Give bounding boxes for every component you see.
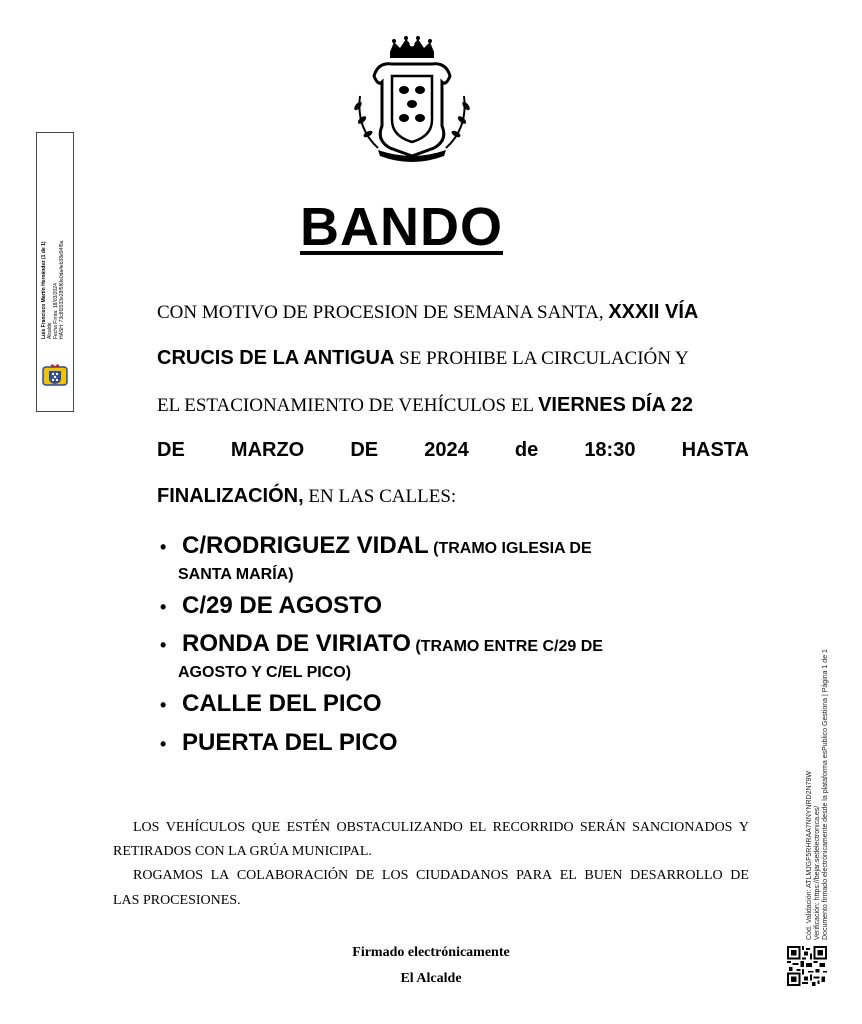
notice-word: LOS xyxy=(133,820,160,835)
stamp-signer: Luis Francisco Martín Hernández (1 de 1) xyxy=(41,241,47,339)
list-item xyxy=(160,532,592,560)
intro-line-3 xyxy=(157,393,749,418)
notice-line xyxy=(133,868,749,884)
qr-code-icon xyxy=(787,946,827,986)
list-item xyxy=(160,729,398,757)
notice-word: DE xyxy=(355,868,375,883)
intro-bold: FINALIZACIÓN, xyxy=(157,485,304,507)
intro-line-4 xyxy=(157,438,749,462)
street-name: PUERTA DEL PICO xyxy=(182,729,398,756)
stamp-hash: HASH: 73c8f2033e28f5f6fe0da4eb38e94f9a xyxy=(59,240,65,339)
intro-bold: VIERNES DÍA 22 xyxy=(538,394,693,416)
bullet-icon: • xyxy=(160,597,167,617)
list-item xyxy=(160,690,382,718)
validation-code: Cód. Validación: ATLMJGF5RHRAA7NNYNRD2N79W xyxy=(806,771,813,940)
intro-text: CON MOTIVO DE PROCESION DE SEMANA SANTA, xyxy=(157,302,604,323)
notice-word: VEHÍCULOS xyxy=(165,820,246,835)
intro-text: EL ESTACIONAMIENTO DE VEHÍCULOS EL xyxy=(157,395,534,416)
page-title: BANDO xyxy=(300,197,503,257)
signer-title: El Alcalde xyxy=(400,971,462,986)
intro-bold: XXXII VÍA xyxy=(608,301,699,323)
signature-stamp xyxy=(36,132,74,412)
notice-line: LAS PROCESIONES. xyxy=(113,893,241,908)
signature-line: Firmado electrónicamente xyxy=(352,945,510,960)
bullet-icon: • xyxy=(160,635,167,655)
street-name: C/29 DE AGOSTO xyxy=(182,592,383,619)
validation-url: Verificación: https://bejar.sedelectronica.es/ xyxy=(814,805,821,940)
notice-word: QUE xyxy=(251,820,281,835)
notice-word: EL xyxy=(559,868,577,883)
street-note-continued: SANTA MARÍA) xyxy=(178,566,294,583)
list-item xyxy=(160,592,382,620)
stamp-role: Alcalde xyxy=(47,322,53,339)
intro-word: DE xyxy=(350,439,379,461)
notice-word: RECORRIDO xyxy=(492,820,574,835)
notice-line xyxy=(133,820,749,836)
municipal-seal-icon xyxy=(41,363,69,387)
notice-word: BUEN xyxy=(584,868,623,883)
street-note-continued: AGOSTO Y C/EL PICO) xyxy=(178,664,352,681)
street-name: RONDA DE VIRIATO xyxy=(182,630,411,657)
bullet-icon: • xyxy=(160,537,167,557)
notice-word: OBSTACULIZANDO xyxy=(336,820,463,835)
street-note: (TRAMO ENTRE C/29 DE xyxy=(415,638,603,655)
intro-word: 2024 xyxy=(424,439,469,461)
notice-word: DE xyxy=(730,868,749,883)
notice-word: SANCIONADOS xyxy=(632,820,733,835)
intro-line-5 xyxy=(157,484,749,509)
intro-word: 18:30 xyxy=(584,439,636,461)
intro-line-1 xyxy=(157,300,749,325)
intro-word: de xyxy=(514,439,539,461)
street-note: (TRAMO IGLESIA DE xyxy=(433,540,592,557)
notice-word: EL xyxy=(469,820,487,835)
notice-line: RETIRADOS CON LA GRÚA MUNICIPAL. xyxy=(113,844,372,859)
notice-word: SERÁN xyxy=(579,820,626,835)
notice-word: LOS xyxy=(381,868,409,883)
stamp-text xyxy=(41,241,65,339)
intro-word: HASTA xyxy=(681,439,749,461)
notice-word: PARA xyxy=(516,868,553,883)
list-item xyxy=(160,630,603,658)
street-name: CALLE DEL PICO xyxy=(182,690,382,717)
intro-text: SE PROHIBE LA CIRCULACIÓN Y xyxy=(399,348,689,369)
notice-word: LA xyxy=(210,868,230,883)
bullet-icon: • xyxy=(160,695,167,715)
coat-of-arms-icon xyxy=(348,36,476,162)
intro-text: EN LAS CALLES: xyxy=(308,486,457,507)
validation-info xyxy=(806,649,830,940)
bullet-icon: • xyxy=(160,734,167,754)
intro-bold: CRUCIS DE LA ANTIGUA xyxy=(157,347,395,369)
notice-word: DESARROLLO xyxy=(630,868,723,883)
street-name: C/RODRIGUEZ VIDAL xyxy=(182,532,429,559)
validation-doc: Documento firmado electrónicamente desde la plataforma esPublico Gestiona | Página 1 de 1 xyxy=(822,649,829,940)
notice-word: COLABORACIÓN xyxy=(236,868,349,883)
intro-line-2 xyxy=(157,346,749,371)
notice-word: ROGAMOS xyxy=(133,868,204,883)
intro-word: DE xyxy=(157,439,185,461)
notice-word: Y xyxy=(738,820,749,835)
notice-word: ESTÉN xyxy=(286,820,331,835)
intro-word: MARZO xyxy=(230,439,305,461)
notice-word: CIUDADANOS xyxy=(415,868,509,883)
stamp-date: Fecha Firma: 18/03/2024 xyxy=(53,283,59,339)
